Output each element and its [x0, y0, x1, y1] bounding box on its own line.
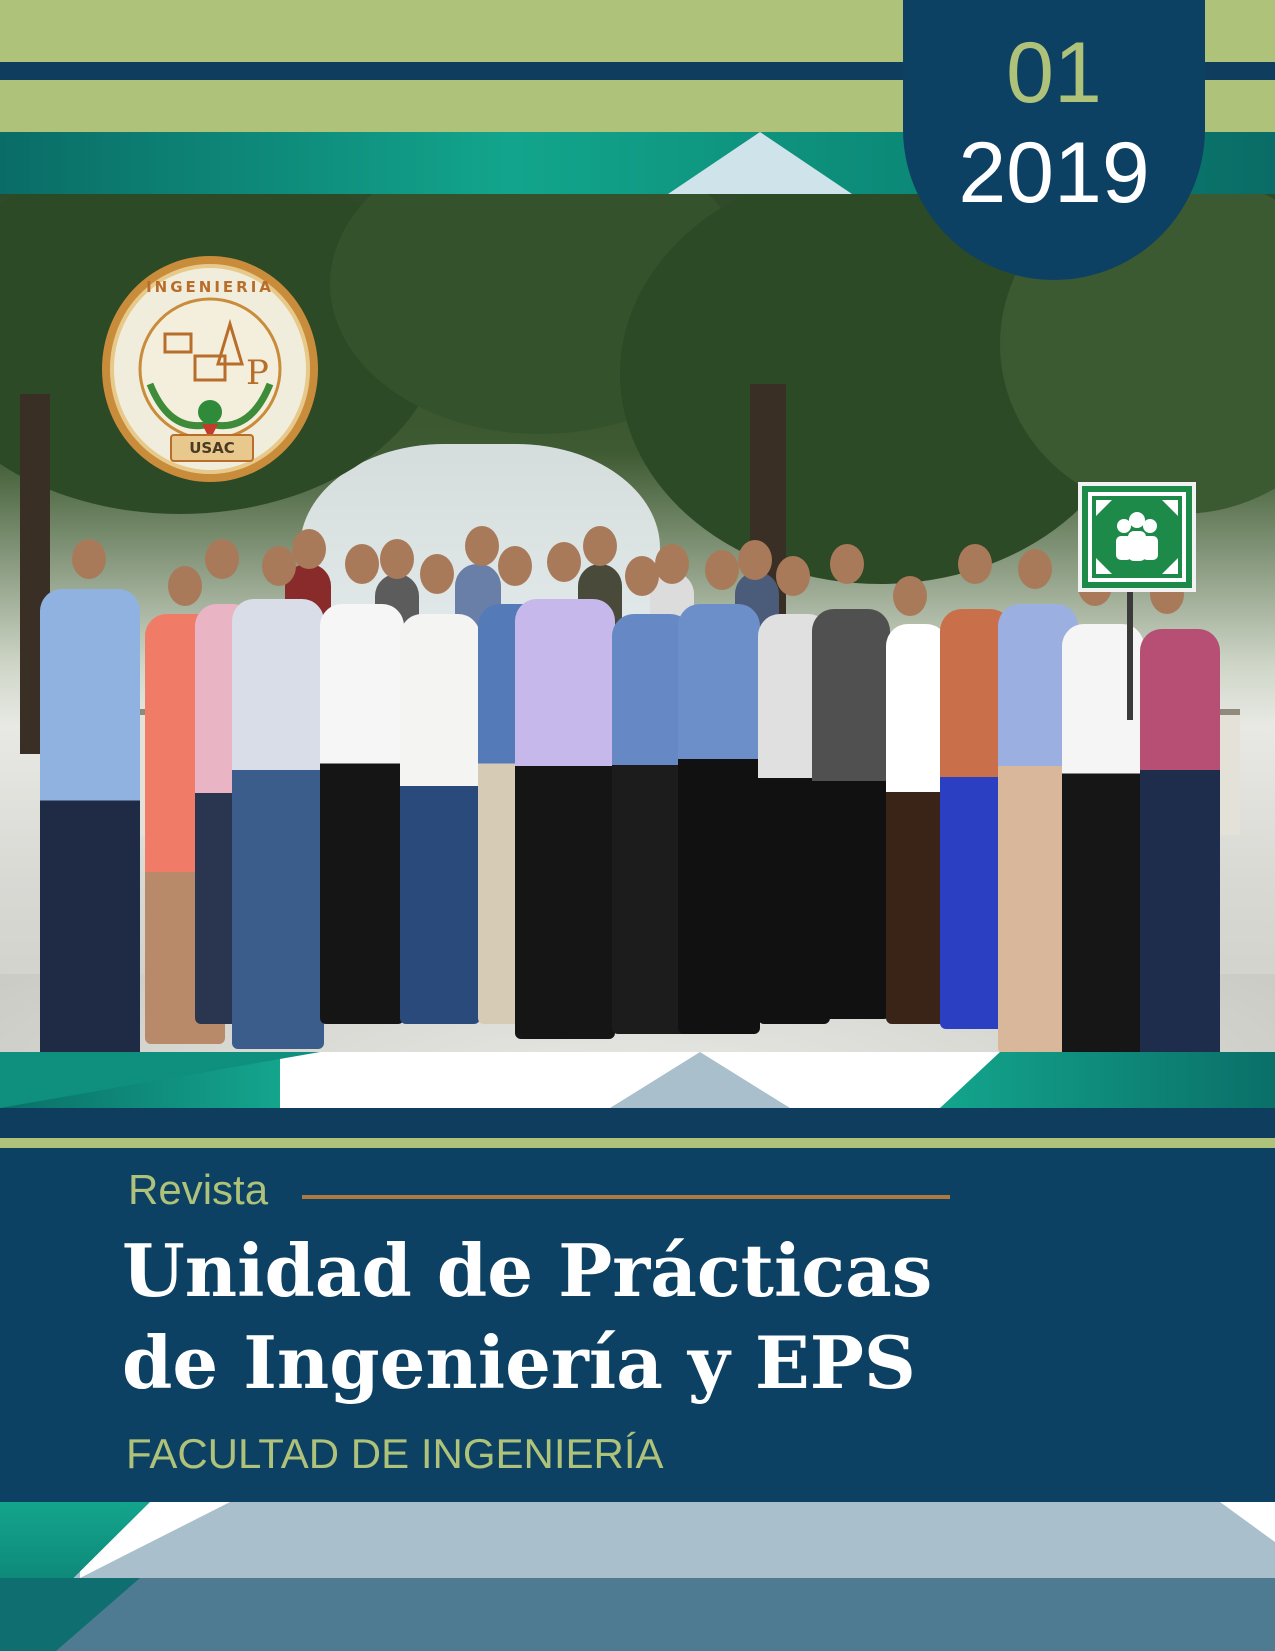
magazine-kicker: Revista: [128, 1166, 269, 1213]
photo-person-head: [465, 526, 499, 566]
assembly-point-icon: [1082, 486, 1192, 588]
photo-person-head: [168, 566, 202, 606]
assembly-point-sign: [1078, 482, 1196, 592]
navy-stripe: [0, 1108, 1275, 1138]
svg-text:P: P: [246, 353, 269, 393]
faculty-name: FACULTAD DE INGENIERÍA: [126, 1430, 664, 1477]
green-stripe: [0, 1138, 1275, 1148]
photo-person-head: [380, 539, 414, 579]
photo-person-head: [705, 550, 739, 590]
photo-person: [320, 604, 404, 1024]
seal-top-text: INGENIERIA: [146, 278, 274, 296]
photo-person-head: [292, 529, 326, 569]
photo-person-head: [72, 539, 106, 579]
photo-person-head: [420, 554, 454, 594]
photo-person: [232, 599, 324, 1049]
photo-person-head: [738, 540, 772, 580]
photo-person-head: [205, 539, 239, 579]
photo-person: [40, 589, 140, 1052]
photo-person-head: [498, 546, 532, 586]
usac-engineering-seal: [102, 256, 318, 482]
photo-person-head: [1018, 549, 1052, 589]
photo-person-head: [583, 526, 617, 566]
photo-person: [678, 604, 760, 1034]
photo-person-head: [893, 576, 927, 616]
photo-person-head: [655, 544, 689, 584]
photo-person-head: [547, 542, 581, 582]
seal-bottom-text: USAC: [170, 434, 254, 462]
photo-person: [812, 609, 890, 1019]
photo-person: [515, 599, 615, 1039]
mid-teal-triangle-left: [0, 1052, 320, 1108]
issue-number: 01: [1006, 25, 1102, 121]
cover-title-line-2: de Ingeniería y EPS: [122, 1320, 916, 1405]
kicker-rule: [302, 1195, 950, 1199]
issue-year: 2019: [958, 125, 1150, 221]
photo-person-head: [262, 546, 296, 586]
cover-title-line-1: Unidad de Prácticas: [122, 1228, 933, 1313]
sign-pole: [1127, 590, 1133, 720]
bottom-steel-band: [0, 1578, 1275, 1651]
photo-person-head: [830, 544, 864, 584]
photo-person: [400, 614, 480, 1024]
photo-person-head: [958, 544, 992, 584]
photo-person-head: [345, 544, 379, 584]
photo-person: [1140, 629, 1220, 1052]
photo-person-head: [625, 556, 659, 596]
photo-person: [886, 624, 948, 1024]
mid-steel-triangle: [610, 1052, 790, 1108]
photo-person-head: [776, 556, 810, 596]
header-light-triangle: [668, 132, 852, 194]
bottom-white-corner: [1220, 1502, 1275, 1542]
